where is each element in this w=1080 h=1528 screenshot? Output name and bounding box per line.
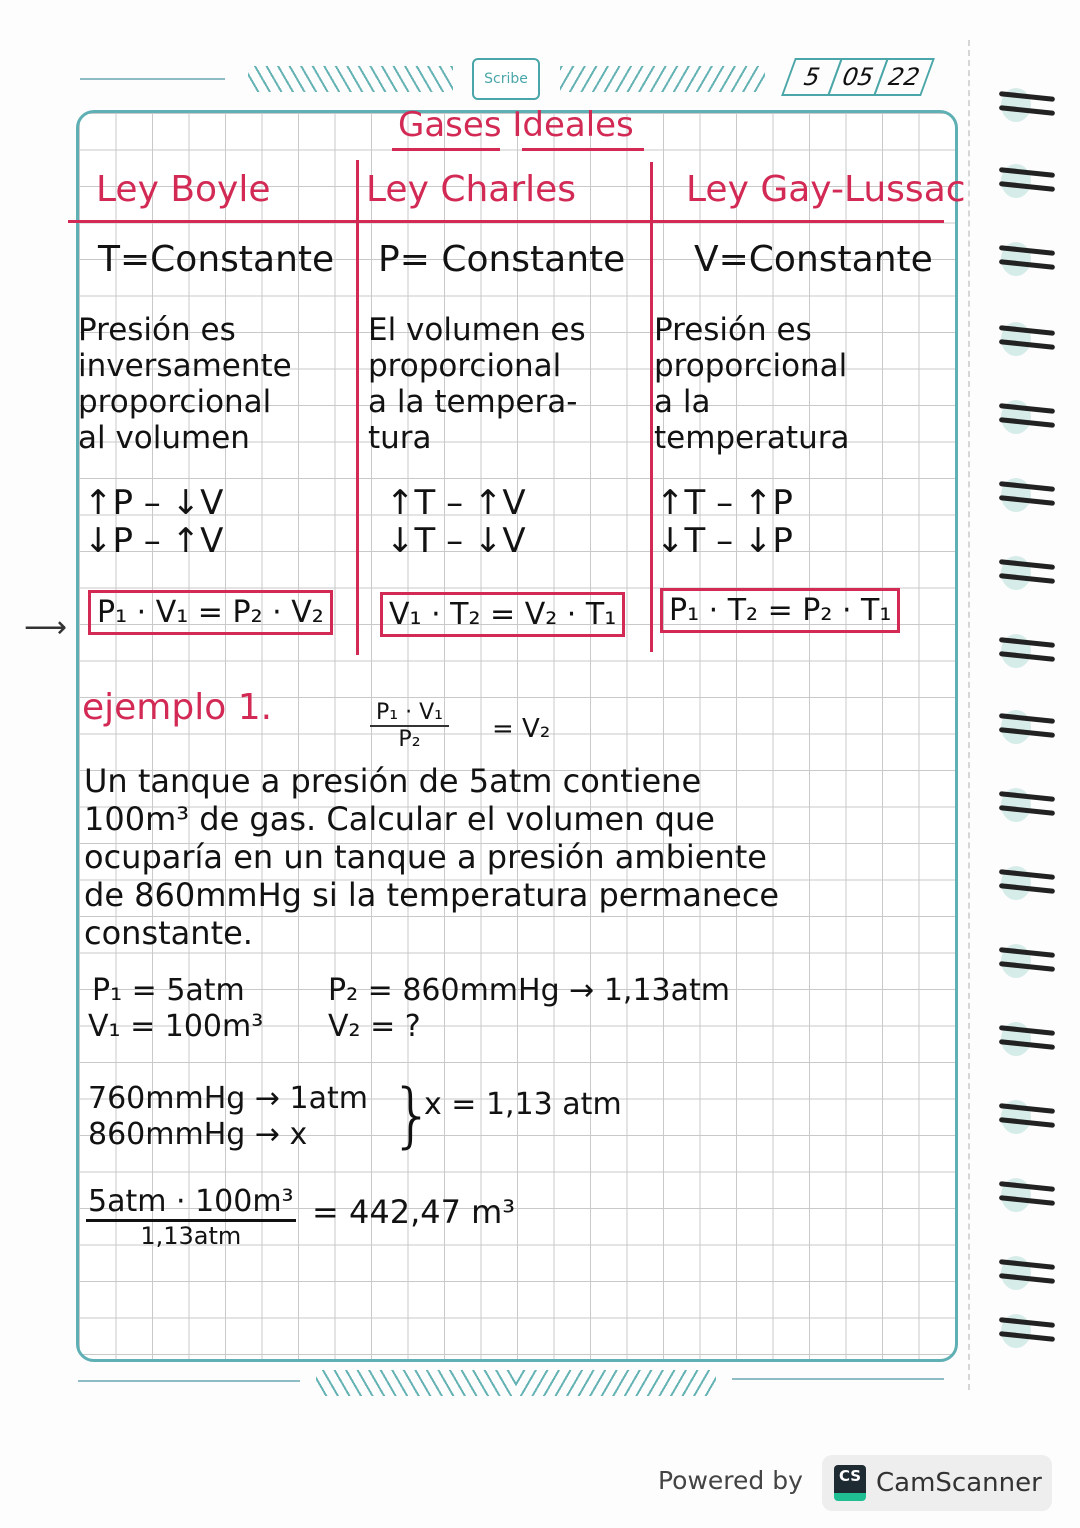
spiral-ring-icon (995, 940, 1055, 984)
brand-logo (472, 58, 540, 100)
conversion-line-1: 760mmHg → 1atm (88, 1081, 368, 1116)
arrow-pointer-icon: ⟶ (24, 610, 68, 645)
solution-numerator: 5atm · 100m³ (86, 1184, 296, 1222)
description-boyle (78, 312, 292, 456)
brace-icon: } (390, 1074, 435, 1156)
trends-charles (386, 484, 526, 560)
spiral-ring-icon (995, 396, 1055, 440)
header-hatch-right (560, 66, 765, 92)
trend-line: ↓T – ↓P (656, 521, 793, 561)
given-v2: V₂ = ? (328, 1009, 421, 1044)
description-line: temperatura (654, 420, 850, 456)
conversion-line-2: 860mmHg → x (88, 1117, 308, 1152)
given-v1: V₁ = 100m³ (88, 1009, 264, 1044)
spiral-ring-icon (995, 1174, 1055, 1218)
trends-gay-lussac (656, 484, 793, 560)
description-line: proporcional (78, 384, 272, 420)
problem-line: ocuparía en un tanque a presión ambiente (84, 838, 767, 876)
fraction-denominator: P₂ (398, 727, 421, 752)
problem-statement (84, 762, 779, 952)
footer-hatch-left (316, 1370, 516, 1396)
spiral-ring-icon (995, 1252, 1055, 1296)
header-hatch-left (248, 66, 453, 92)
description-line: El volumen es (368, 312, 586, 348)
problem-line: Un tanque a presión de 5atm contiene (84, 762, 702, 800)
trend-line: ↑P – ↓V (84, 483, 224, 523)
problem-line: de 860mmHg si la temperatura permanece (84, 876, 780, 914)
description-line: proporcional (654, 348, 848, 384)
date-day: 5 (781, 58, 843, 96)
law-name-charles: Ley Charles (366, 169, 577, 210)
formula-charles: V₁ · T₂ = V₂ · T₁ (380, 592, 625, 637)
column-divider-2 (650, 162, 653, 652)
description-line: a la tempera- (368, 384, 578, 420)
condition-gay-lussac: V=Constante (694, 239, 933, 280)
date-month: 05 (827, 58, 889, 96)
footer-line-right (732, 1378, 944, 1380)
description-line: Presión es (654, 312, 812, 348)
footer-hatch-right (516, 1370, 716, 1396)
trend-line: ↓T – ↓V (386, 521, 526, 561)
given-p1: P₁ = 5atm (92, 973, 245, 1008)
header-line-left (80, 78, 225, 80)
spiral-ring-icon (995, 706, 1055, 750)
condition-charles: P= Constante (378, 239, 626, 280)
conversion-result: x = 1,13 atm (424, 1087, 622, 1122)
table-header-rule (68, 220, 944, 223)
camscanner-badge[interactable] (822, 1455, 1052, 1511)
footer-line-left (78, 1380, 300, 1382)
solution-result: = 442,47 m³ (312, 1193, 516, 1231)
date-year: 22 (873, 58, 935, 96)
description-charles (368, 312, 586, 456)
rearranged-result: = V₂ (492, 714, 551, 744)
solution-denominator: 1,13atm (140, 1222, 242, 1250)
problem-line: 100m³ de gas. Calcular el volumen que (84, 800, 715, 838)
page-edge (968, 40, 974, 1390)
description-line: a la (654, 384, 711, 420)
spiral-ring-icon (995, 1096, 1055, 1140)
rearranged-formula (370, 700, 449, 752)
spiral-ring-icon (995, 862, 1055, 906)
brand-label: Scribe (484, 71, 528, 87)
powered-by-label: Powered by (658, 1466, 803, 1495)
spiral-ring-icon (995, 318, 1055, 362)
description-line: Presión es (78, 312, 236, 348)
problem-line: constante. (84, 914, 253, 952)
description-line: proporcional (368, 348, 562, 384)
spiral-ring-icon (995, 784, 1055, 828)
law-name-boyle: Ley Boyle (96, 169, 271, 210)
solution-fraction (86, 1184, 296, 1250)
fraction-numerator: P₁ · V₁ (370, 700, 449, 727)
date-field (790, 58, 928, 96)
law-name-gay-lussac: Ley Gay-Lussac (686, 169, 966, 210)
description-line: tura (368, 420, 432, 456)
spiral-ring-icon (995, 84, 1055, 128)
camscanner-logo-icon: CS (834, 1465, 866, 1501)
spiral-ring-icon (995, 238, 1055, 282)
title-underline-2 (522, 148, 644, 151)
given-p2: P₂ = 860mmHg → 1,13atm (328, 973, 731, 1008)
spiral-ring-icon (995, 630, 1055, 674)
column-divider-1 (356, 160, 359, 655)
title-underline-1 (392, 148, 500, 151)
description-line: al volumen (78, 420, 250, 456)
trend-line: ↓P – ↑V (84, 521, 224, 561)
page-title: Gases Ideales (398, 105, 634, 145)
formula-boyle: P₁ · V₁ = P₂ · V₂ (88, 590, 333, 635)
description-line: inversamente (78, 348, 292, 384)
spiral-ring-icon (995, 474, 1055, 518)
spiral-ring-icon (995, 552, 1055, 596)
description-gay-lussac (654, 312, 849, 456)
formula-gay-lussac: P₁ · T₂ = P₂ · T₁ (660, 588, 900, 633)
spiral-ring-icon (995, 1310, 1055, 1354)
camscanner-name: CamScanner (876, 1468, 1042, 1498)
trends-boyle (84, 484, 223, 560)
trend-line: ↑T – ↑V (386, 483, 526, 523)
trend-line: ↑T – ↑P (656, 483, 793, 523)
spiral-ring-icon (995, 160, 1055, 204)
condition-boyle: T=Constante (98, 239, 335, 280)
spiral-ring-icon (995, 1018, 1055, 1062)
example-label: ejemplo 1. (82, 687, 273, 728)
